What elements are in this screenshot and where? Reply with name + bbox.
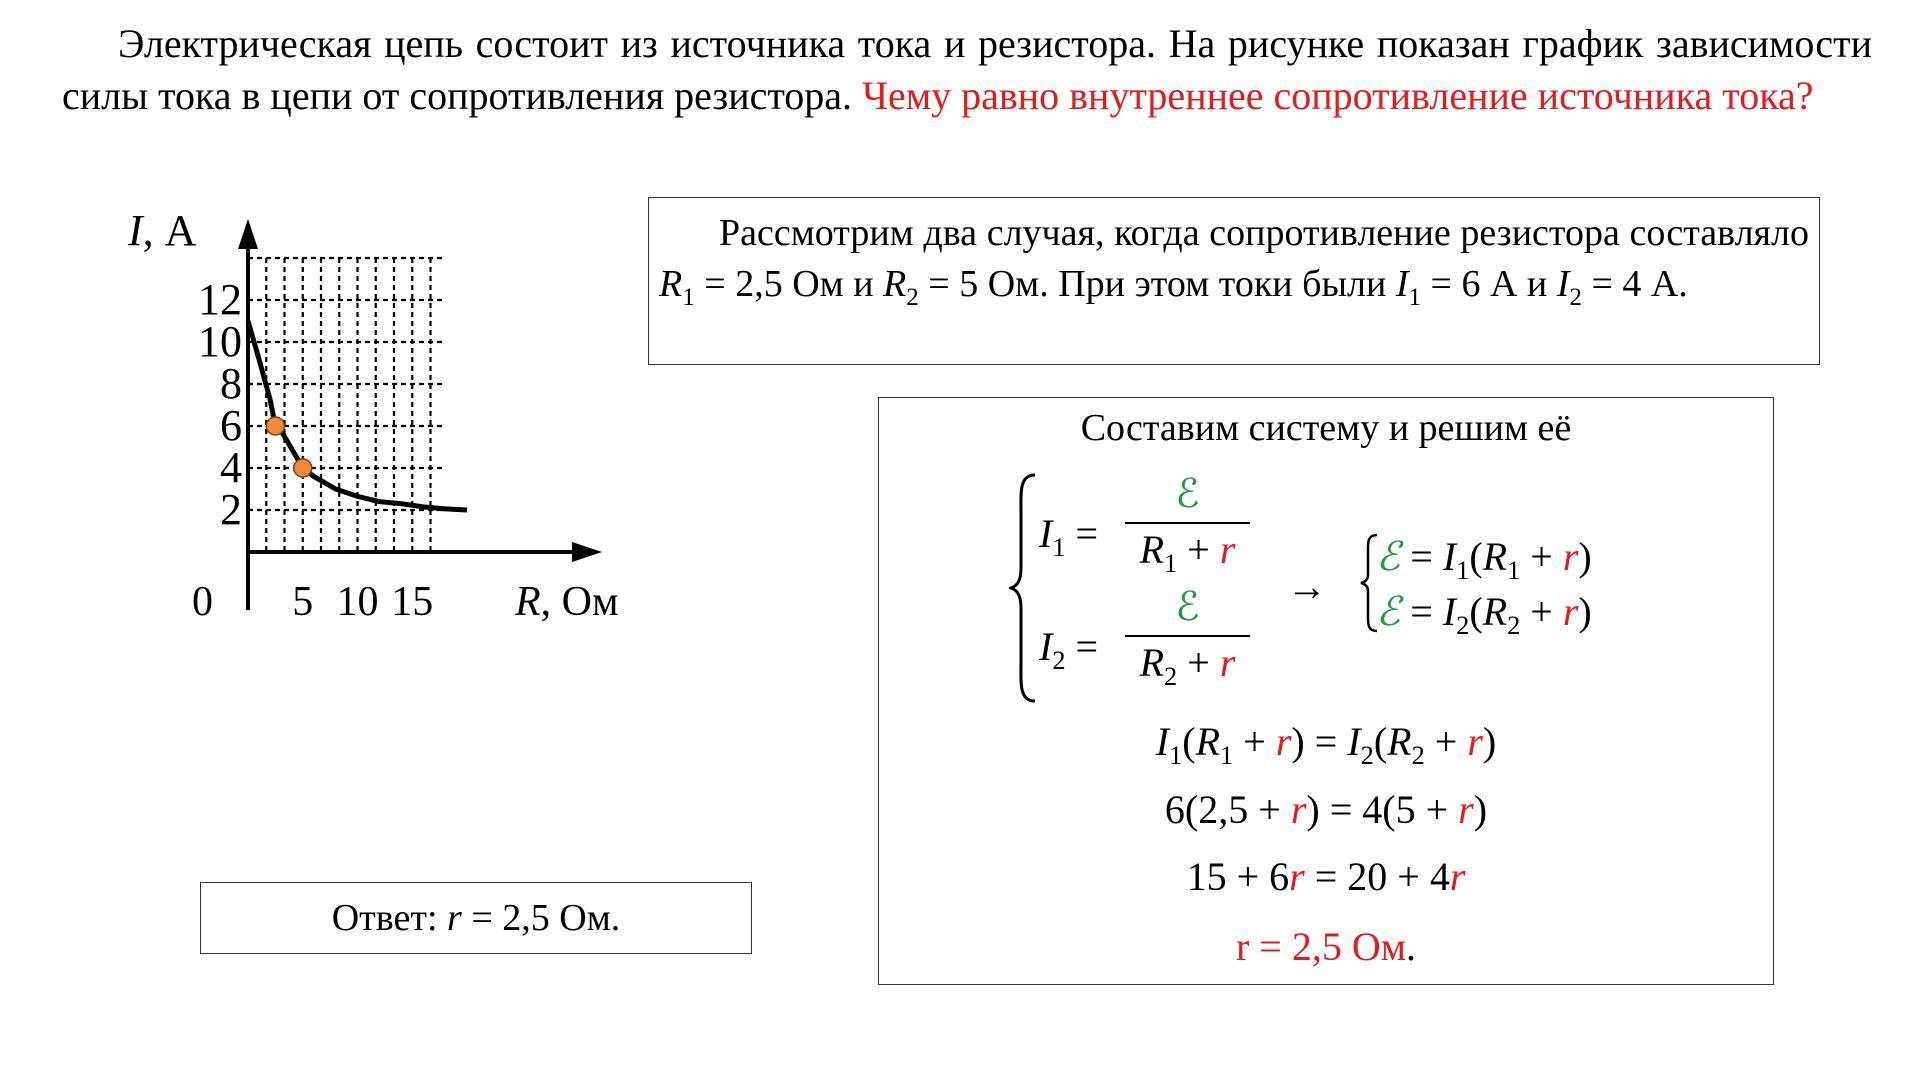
y-tick-label: 6 [220, 401, 242, 450]
y-tick-label: 10 [198, 317, 242, 366]
current-resistance-graph [110, 205, 670, 645]
eq2-fraction: ℰ $R_2 + r$ [1125, 583, 1250, 687]
highlighted-point [294, 459, 312, 477]
r2-value: = 5 Ом. [918, 263, 1049, 305]
problem-question: Чему равно внутреннее сопротивление источника тока? [862, 73, 1814, 118]
given-box [648, 197, 1820, 365]
solution-title: Составим систему и решим её [1080, 407, 1572, 449]
x-tick-labels [292, 579, 433, 625]
problem-text: Электрическая цепь состоит из источника тока и резистора. На рисунке показан график зависимости силы тока в цепи от сопротивления резистора. [62, 21, 1872, 118]
emf-symbol: ℰ [1175, 584, 1200, 629]
and-text: и [843, 263, 884, 305]
eq1-fraction: ℰ $R_1 + r$ [1125, 470, 1250, 574]
solution-box [878, 397, 1774, 985]
equate-line: $I_1(R_1 + r) = I_2(R_2 + r)$ [1155, 719, 1497, 771]
y-tick-label: 8 [220, 359, 242, 408]
answer-label: Ответ: [331, 897, 448, 939]
answer-box [200, 882, 752, 954]
highlighted-point [266, 417, 284, 435]
eq2-lhs: $I_2$ = [1039, 624, 1099, 676]
y-axis-arrow [238, 219, 258, 249]
emf-eq1: ℰ = $I_1(R_1 + r)$ [1376, 534, 1592, 586]
y-tick-label: 2 [220, 485, 242, 534]
given-intro: Рассмотрим два случая, когда сопротивление резистора составляло [719, 212, 1809, 254]
origin-label: 0 [192, 579, 213, 625]
r1-symbol: $R_1$ [659, 263, 695, 311]
i1-value: = 6 А [1421, 263, 1518, 305]
x-tick-label: 5 [292, 579, 314, 625]
eq1-lhs: $I_1$ = [1039, 511, 1099, 563]
problem-statement [62, 18, 1872, 122]
implies-arrow: → [1287, 564, 1327, 609]
i2-value: = 4 А. [1581, 263, 1688, 305]
system-brace-left [1009, 473, 1039, 703]
given-currents-text: При этом токи были [1048, 263, 1396, 305]
emf-eq2: ℰ = $I_2(R_2 + r)$ [1376, 589, 1592, 641]
y-tick-labels [198, 275, 242, 534]
i1-symbol: $I_1$ [1395, 263, 1422, 311]
expanded-line: 15 + 6r = 20 + 4r [1186, 854, 1466, 899]
and-text: и [1517, 263, 1557, 305]
final-result: r = 2,5 Ом. [1235, 924, 1417, 969]
x-tick-label: 10 [336, 579, 379, 625]
r1-value: = 2,5 Ом [694, 263, 844, 305]
substitution-line: 6(2,5 + r) = 4(5 + r) [1164, 787, 1488, 832]
y-tick-label: 4 [220, 443, 242, 492]
r2-symbol: $R_2$ [883, 263, 919, 311]
x-tick-label: 15 [391, 579, 434, 625]
answer-symbol: r [447, 897, 462, 939]
x-axis-label: R, Ом [515, 579, 619, 625]
y-axis-label: I, А [128, 206, 197, 255]
x-axis-arrow [572, 542, 602, 562]
emf-symbol: ℰ [1175, 471, 1200, 516]
answer-value: = 2,5 Ом. [461, 897, 621, 939]
i2-symbol: $I_2$ [1556, 263, 1582, 311]
y-tick-label: 12 [198, 275, 242, 324]
